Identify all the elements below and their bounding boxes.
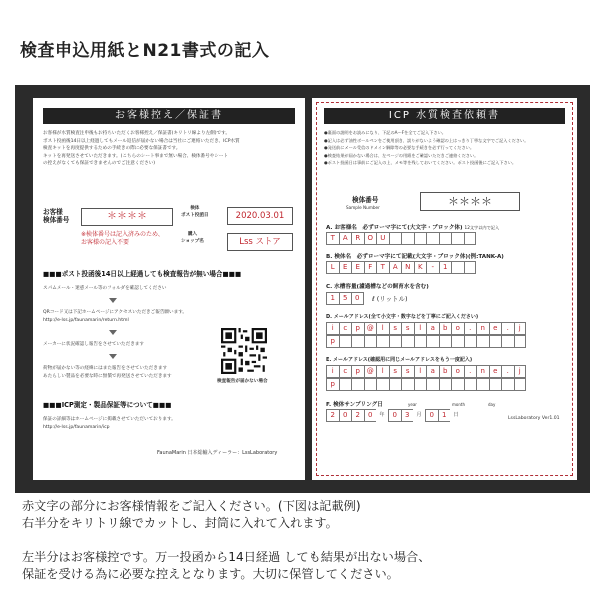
char-cell[interactable] [464,335,477,348]
char-cell[interactable]: . [501,365,514,378]
char-cell[interactable] [464,261,477,274]
request-form-intro: ●裏面の説明をお読みになり、下記のA～Fを全てご記入下さい。 ●記入は必ず油性ボールペンをご使用頂き、誤りがないよう確認の上はっきり丁寧な文字でご記入ください。 ●発送前にメール受信のドメイン解除等の必要な手続きを必ず行ってください。 ●検査結果が届かない場合は、左ページの用紙をご確認いただきご連絡ください。 ●ポスト投函日は事前にご記入の上、メモ等を残しておいてください。ポスト投函後にご記入下さい。 [324,130,529,165]
digit-cell[interactable]: 1 [326,292,339,305]
char-cell[interactable]: p [351,365,364,378]
year-digit-cell[interactable]: 0 [339,409,352,422]
char-cell[interactable] [514,378,527,391]
char-cell[interactable] [339,335,352,348]
field-d-label: D. メールアドレス(全て小文字・数字などを丁寧にご記入ください) [326,314,479,320]
post-date-box: 2020.03.01 [227,207,293,225]
char-cell[interactable]: N [401,261,414,274]
post-date-label: 検体 ポスト投函日 [181,206,209,218]
day-unit: 日 [453,412,459,418]
char-cell[interactable]: - [426,261,439,274]
char-cell[interactable]: L [326,261,339,274]
char-cell[interactable] [364,335,377,348]
char-cell[interactable]: E [339,261,352,274]
char-cell[interactable] [351,335,364,348]
field-f-label: F. 検体サンプリング日 [326,402,383,408]
char-cell[interactable]: p [326,335,339,348]
char-cell[interactable]: @ [364,365,377,378]
customer-name-cells[interactable] [326,232,476,245]
customer-copy-intro: お客様が水質検査注申後もお持ちいただくお客様控え／保証書(キリトリ線より左側)です。 ポスト投函後14日以上経過してもメール返信が届かない場合は当社にご連絡いただき、ICP水質 検査キットを再度提供するための手続きの際に必要な保証書です。 キットを再発送させていただきます。(こちらのシート事まで無い場合、検体番号やシート の控えがなくても保証できませんのでご注意ください) [43,131,240,167]
char-cell[interactable]: b [439,322,452,335]
char-cell[interactable]: T [376,261,389,274]
caption-line-3: 左半分はお客様控です。万一投函から14日経過 しても結果が出ない場合、 [22,550,431,564]
char-cell[interactable] [439,378,452,391]
char-cell[interactable]: E [351,261,364,274]
qr-code-icon[interactable] [221,328,267,374]
char-cell[interactable]: . [501,322,514,335]
tank-volume-cells[interactable] [326,292,364,305]
return-url: http://e-lss.jp/faunamarin/return.html [43,318,129,323]
customer-copy-header: お客様控え／保証書 [43,108,295,124]
char-cell[interactable] [414,335,427,348]
char-cell[interactable] [426,232,439,245]
sample-number-box: ＊＊＊＊ [81,208,173,226]
char-cell[interactable] [401,378,414,391]
day-digit-cell[interactable]: 1 [438,409,451,422]
customer-copy-panel [33,98,305,480]
char-cell[interactable] [414,378,427,391]
char-cell[interactable]: F [364,261,377,274]
email-confirm-row-1[interactable] [326,365,526,378]
month-unit: 月 [416,412,422,418]
char-cell[interactable]: s [401,322,414,335]
char-cell[interactable]: . [464,322,477,335]
month-sublabel: month [452,402,465,407]
form-sheet [15,85,590,493]
year-digit-cell[interactable]: 2 [351,409,364,422]
char-cell[interactable] [389,335,402,348]
char-cell[interactable] [389,232,402,245]
char-cell[interactable]: n [476,365,489,378]
char-cell[interactable]: s [389,365,402,378]
char-cell[interactable]: e [489,322,502,335]
liter-unit: ℓ (リットル) [372,295,408,303]
char-cell[interactable] [389,378,402,391]
char-cell[interactable] [476,378,489,391]
qr-caption: 検査報告が届かない場合 [217,379,268,384]
flow-step-3: メーカーに状況確認し報告をさせていただきます [43,342,144,347]
page-title: 検査申込用紙とN21書式の記入 [20,41,270,61]
char-cell[interactable] [339,378,352,391]
request-form-panel [312,98,577,480]
char-cell[interactable] [451,261,464,274]
char-cell[interactable] [514,335,527,348]
char-cell[interactable]: . [464,365,477,378]
sample-number-label: 検体番号 [352,196,379,204]
char-cell[interactable]: a [426,322,439,335]
char-cell[interactable] [401,232,414,245]
caption-line-2: 右半分をキリトリ線でカットし、封筒に入れて入れます。 [22,516,338,530]
char-cell[interactable]: U [376,232,389,245]
char-cell[interactable]: s [389,322,402,335]
shop-name-box: Lss ストア [227,233,293,251]
digit-cell[interactable]: 5 [339,292,352,305]
sample-name-cells[interactable] [326,261,476,274]
char-cell[interactable] [426,378,439,391]
char-cell[interactable]: K [414,261,427,274]
caption-line-1: 赤文字の部分にお客様情報をご記入ください。(下図は記載例) [22,499,361,513]
char-cell[interactable] [426,335,439,348]
char-cell[interactable]: c [339,365,352,378]
char-cell[interactable] [464,232,477,245]
flow-step-4: 荷物が届かない等の経緯にはまた報告をさせていただきます [43,366,168,371]
sample-number-sublabel: Sample Number [346,205,380,210]
char-cell[interactable]: R [351,232,364,245]
char-cell[interactable]: i [326,365,339,378]
warranty-text: 保証の詳細等はホームページに掲載させていただいております。 http://e-lss.jp/faunamarin/icp [43,417,176,430]
char-cell[interactable] [489,378,502,391]
sample-number-box: ＊＊＊＊ [420,192,520,211]
char-cell[interactable] [376,335,389,348]
flow-step-1: スパムメール・迷惑メール等のフォルダを確認してください [43,286,167,291]
form-version: LssLaboratory Ver1.01 [508,416,560,421]
flow-arrow-icon [109,298,117,303]
char-cell[interactable]: l [376,322,389,335]
warranty-section-title: ■■■ICP測定・製品保証等について■■■ [43,401,172,409]
char-cell[interactable]: @ [364,322,377,335]
sample-number-note: ※検体番号は記入済みのため、 お客様の記入不要 [81,231,164,246]
request-form-header: ICP 水質検査依頼書 [324,108,565,124]
char-cell[interactable]: 1 [439,261,452,274]
char-cell[interactable] [464,378,477,391]
char-cell[interactable]: s [401,365,414,378]
char-cell[interactable]: O [364,232,377,245]
char-cell[interactable]: j [514,365,527,378]
char-cell[interactable] [414,232,427,245]
char-cell[interactable] [376,378,389,391]
field-c-label: C. 水槽容量(濾過槽などの飼育水を含む) [326,284,429,290]
dealer-credit: FaunaMarin 日本総輸入ディーラー：LssLaboratory [157,450,278,456]
char-cell[interactable] [401,335,414,348]
char-cell[interactable] [439,232,452,245]
char-cell[interactable]: l [376,365,389,378]
char-cell[interactable] [476,335,489,348]
char-cell[interactable] [451,232,464,245]
shop-name-label: 購入 ショップ名 [181,232,204,244]
email-row-1[interactable] [326,322,526,335]
sample-number-label: お客様 検体番号 [43,208,70,224]
char-cell[interactable]: j [514,322,527,335]
char-cell[interactable] [364,378,377,391]
flow-arrow-icon [109,330,117,335]
field-e-label: E. メールアドレス(確認用に同じメールアドレスをもう一度記入) [326,357,473,363]
char-cell[interactable]: n [476,322,489,335]
char-cell[interactable] [489,335,502,348]
char-cell[interactable]: A [339,232,352,245]
char-cell[interactable] [451,335,464,348]
char-cell[interactable] [451,378,464,391]
flow-step-5: あたらしい製品を必要な時に無償で再発送させていただきます [43,374,172,379]
month-digit-cell[interactable]: 3 [401,409,414,422]
char-cell[interactable] [501,335,514,348]
day-sublabel: day [488,402,496,407]
char-cell[interactable]: c [339,322,352,335]
char-cell[interactable]: T [326,232,339,245]
flow-arrow-icon [109,354,117,359]
year-digit-cell[interactable]: 2 [326,409,339,422]
flow-step-2: QRコード又は下記ホームページにアクセスいただきご報告願います。 [43,310,188,315]
char-cell[interactable]: A [389,261,402,274]
char-cell[interactable] [439,335,452,348]
char-cell[interactable]: l [414,322,427,335]
char-cell[interactable] [501,378,514,391]
field-a-label: A. お客様名 必ずローマ字にて(大文字・ブロック体) 12文字以内で記入 [326,225,500,231]
field-b-label: B. 検体名 必ずローマ字にて記載(大文字・ブロック体)(例:TANK-A) [326,254,504,260]
char-cell[interactable]: l [414,365,427,378]
char-cell[interactable]: p [326,378,339,391]
char-cell[interactable]: p [351,322,364,335]
char-cell[interactable]: o [451,365,464,378]
digit-cell[interactable]: 0 [351,292,364,305]
year-digit-cell[interactable]: 0 [364,409,377,422]
char-cell[interactable]: o [451,322,464,335]
sampling-date-cells[interactable] [326,409,462,422]
caption-line-4: 保証を受ける為に必要な控えとなります。大切に保管してください。 [22,567,399,581]
year-unit: 年 [379,412,385,418]
email-confirm-row-2[interactable] [326,378,526,391]
char-cell[interactable]: a [426,365,439,378]
no-report-section-title: ■■■ポスト投函後14日以上経過しても検査報告が無い場合■■■ [43,270,242,278]
day-digit-cell[interactable]: 0 [425,409,438,422]
char-cell[interactable]: e [489,365,502,378]
char-cell[interactable]: i [326,322,339,335]
year-sublabel: year [408,402,417,407]
char-cell[interactable] [351,378,364,391]
email-row-2[interactable] [326,335,526,348]
month-digit-cell[interactable]: 0 [388,409,401,422]
char-cell[interactable]: b [439,365,452,378]
